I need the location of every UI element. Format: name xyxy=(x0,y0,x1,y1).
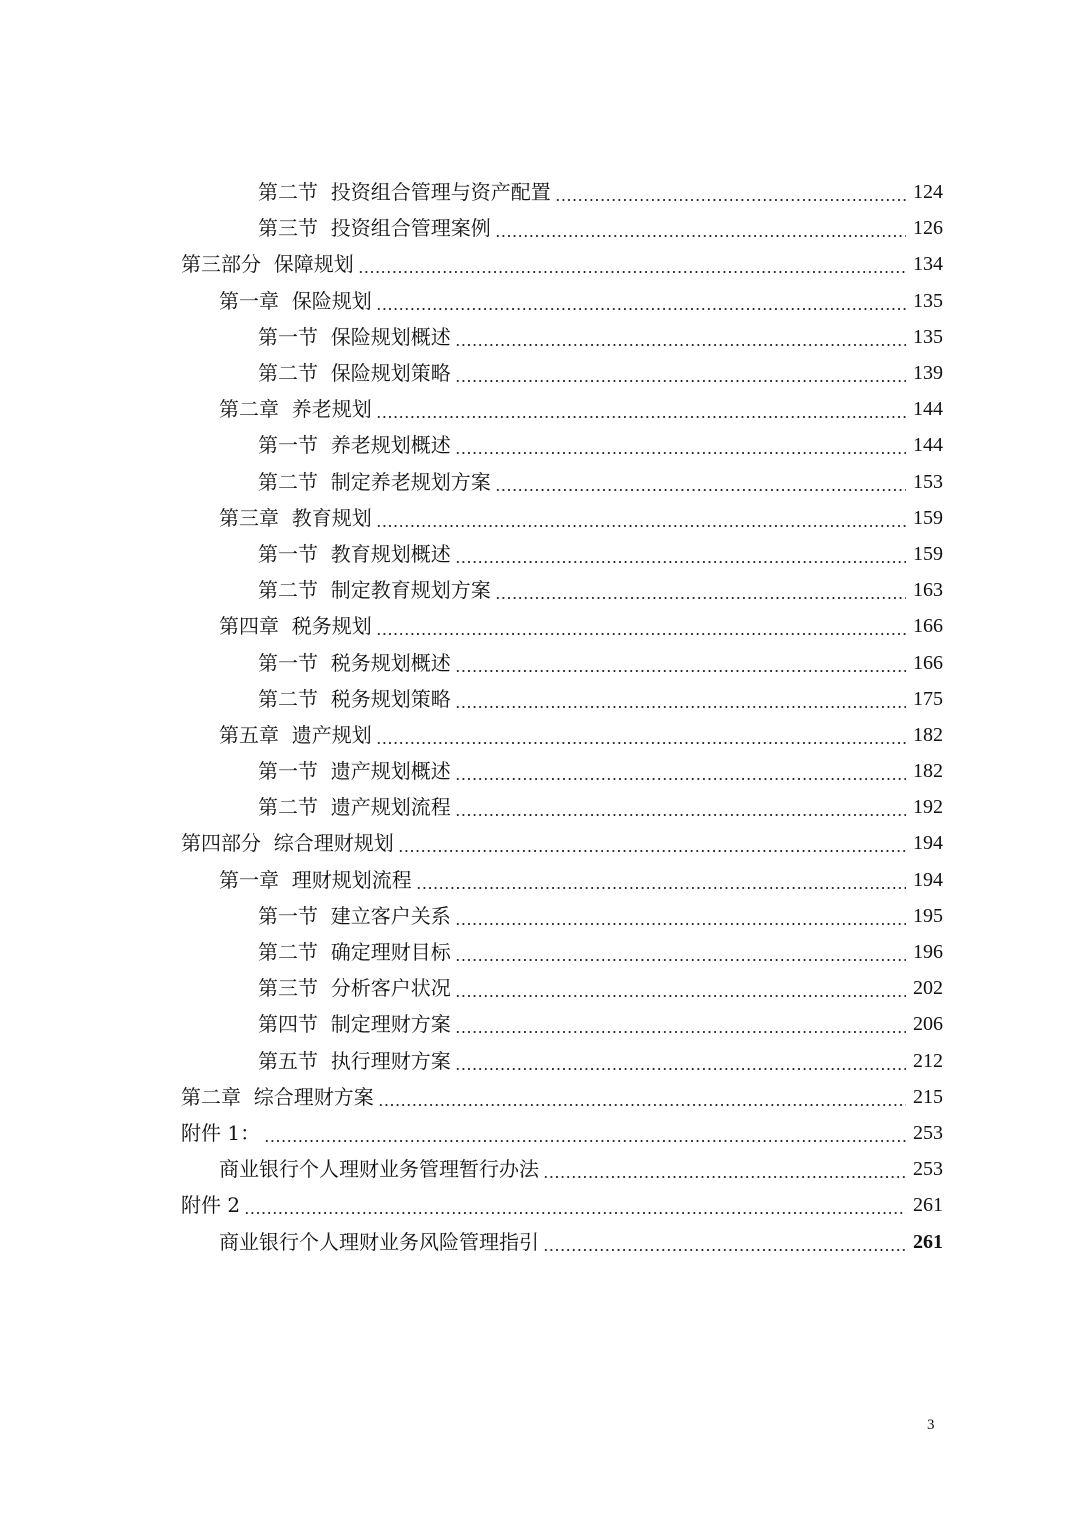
toc-entry[interactable] xyxy=(0,427,1080,463)
dot-leader xyxy=(455,759,906,783)
dot-leader xyxy=(264,1121,906,1145)
toc-entry-title: 第一节 建立客户关系 xyxy=(258,903,451,928)
toc-entry-page-number: 194 xyxy=(913,868,943,891)
dot-leader xyxy=(495,470,906,494)
dot-leader xyxy=(244,1193,906,1217)
toc-entry-title: 商业银行个人理财业务风险管理指引 xyxy=(219,1229,539,1254)
toc-entry[interactable] xyxy=(0,644,1080,680)
toc-entry[interactable] xyxy=(0,572,1080,608)
dot-leader xyxy=(455,940,906,964)
toc-entry-title: 第三章 教育规划 xyxy=(219,505,372,530)
toc-entry[interactable] xyxy=(0,825,1080,861)
dot-leader xyxy=(416,868,906,892)
toc-entry-page-number: 182 xyxy=(913,760,943,783)
toc-entry-title: 第一节 保险规划概述 xyxy=(258,324,451,349)
toc-entry-title: 商业银行个人理财业务管理暂行办法 xyxy=(219,1157,539,1182)
toc-entry-title: 第四节 制定理财方案 xyxy=(258,1012,451,1037)
toc-entry-page-number: 144 xyxy=(913,398,943,421)
toc-entry-title: 附件 2 xyxy=(181,1193,241,1218)
toc-entry-title: 第二节 遗产规划流程 xyxy=(258,795,451,820)
dot-leader xyxy=(376,506,906,530)
toc-entry[interactable] xyxy=(0,246,1080,282)
toc-entry[interactable] xyxy=(0,319,1080,355)
dot-leader xyxy=(376,397,906,421)
dot-leader xyxy=(358,252,906,276)
table-of-contents xyxy=(0,174,1080,1260)
toc-entry-page-number: 215 xyxy=(913,1085,943,1108)
dot-leader xyxy=(455,976,906,1000)
toc-entry-title: 第二节 保险规划策略 xyxy=(258,361,451,386)
toc-entry-title: 第四章 税务规划 xyxy=(219,614,372,639)
toc-entry-page-number: 182 xyxy=(913,723,943,746)
toc-entry-title: 第一节 遗产规划概述 xyxy=(258,759,451,784)
dot-leader xyxy=(455,542,906,566)
toc-entry-title: 第四部分 综合理财规划 xyxy=(181,831,394,856)
toc-entry[interactable] xyxy=(0,934,1080,970)
toc-entry-title: 第一节 养老规划概述 xyxy=(258,433,451,458)
toc-entry[interactable] xyxy=(0,789,1080,825)
toc-entry-page-number: 159 xyxy=(913,506,943,529)
toc-entry-page-number: 195 xyxy=(913,904,943,927)
toc-entry[interactable] xyxy=(0,500,1080,536)
dot-leader xyxy=(376,723,906,747)
toc-entry[interactable] xyxy=(0,1115,1080,1151)
toc-entry-title: 第五节 执行理财方案 xyxy=(258,1048,451,1073)
toc-entry-title: 第一章 理财规划流程 xyxy=(219,867,412,892)
toc-entry[interactable] xyxy=(0,753,1080,789)
toc-entry-page-number: 159 xyxy=(913,542,943,565)
toc-entry-page-number: 134 xyxy=(913,253,943,276)
toc-entry-title: 附件 1： xyxy=(181,1120,261,1145)
toc-entry-title: 第五章 遗产规划 xyxy=(219,722,372,747)
toc-entry[interactable] xyxy=(0,174,1080,210)
toc-entry-title: 第二节 确定理财目标 xyxy=(258,940,451,965)
toc-entry[interactable] xyxy=(0,1079,1080,1115)
toc-entry-page-number: 175 xyxy=(913,687,943,710)
dot-leader xyxy=(455,361,906,385)
toc-entry-page-number: 253 xyxy=(913,1121,943,1144)
toc-entry[interactable] xyxy=(0,391,1080,427)
dot-leader xyxy=(455,325,906,349)
toc-entry-title: 第二节 税务规划策略 xyxy=(258,686,451,711)
dot-leader xyxy=(555,180,906,204)
toc-entry-page-number: 124 xyxy=(913,181,943,204)
toc-entry-page-number: 196 xyxy=(913,941,943,964)
dot-leader xyxy=(455,433,906,457)
toc-entry-title: 第二节 制定教育规划方案 xyxy=(258,578,491,603)
dot-leader xyxy=(455,1012,906,1036)
toc-entry[interactable] xyxy=(0,536,1080,572)
toc-entry-title: 第一节 税务规划概述 xyxy=(258,650,451,675)
toc-entry[interactable] xyxy=(0,717,1080,753)
toc-entry-title: 第一节 教育规划概述 xyxy=(258,541,451,566)
toc-entry-page-number: 135 xyxy=(913,325,943,348)
toc-entry-page-number: 194 xyxy=(913,832,943,855)
toc-entry-page-number: 166 xyxy=(913,651,943,674)
page-number: 3 xyxy=(927,1417,935,1433)
dot-leader xyxy=(495,578,906,602)
toc-entry[interactable] xyxy=(0,1043,1080,1079)
dot-leader xyxy=(398,831,906,855)
toc-entry-page-number: 206 xyxy=(913,1013,943,1036)
toc-entry[interactable] xyxy=(0,1223,1080,1259)
toc-entry-page-number: 144 xyxy=(913,434,943,457)
toc-entry[interactable] xyxy=(0,210,1080,246)
toc-entry-title: 第二章 养老规划 xyxy=(219,397,372,422)
toc-entry-page-number: 166 xyxy=(913,615,943,638)
toc-entry-title: 第三节 投资组合管理案例 xyxy=(258,216,491,241)
toc-entry-title: 第二章 综合理财方案 xyxy=(181,1084,374,1109)
toc-entry[interactable] xyxy=(0,464,1080,500)
toc-entry[interactable] xyxy=(0,283,1080,319)
toc-entry-page-number: 139 xyxy=(913,362,943,385)
dot-leader xyxy=(455,687,906,711)
dot-leader xyxy=(495,216,906,240)
toc-entry-title: 第三部分 保障规划 xyxy=(181,252,354,277)
toc-entry-title: 第二节 投资组合管理与资产配置 xyxy=(258,180,551,205)
toc-entry[interactable] xyxy=(0,681,1080,717)
dot-leader xyxy=(543,1230,906,1254)
toc-entry-page-number: 253 xyxy=(913,1158,943,1181)
toc-entry-page-number: 135 xyxy=(913,289,943,312)
dot-leader xyxy=(378,1085,906,1109)
toc-entry[interactable] xyxy=(0,608,1080,644)
dot-leader xyxy=(455,904,906,928)
toc-entry-page-number: 202 xyxy=(913,977,943,1000)
dot-leader xyxy=(543,1157,906,1181)
toc-entry[interactable] xyxy=(0,1006,1080,1042)
toc-entry-page-number: 192 xyxy=(913,796,943,819)
toc-entry-page-number: 261 xyxy=(913,1194,943,1217)
dot-leader xyxy=(376,289,906,313)
toc-entry-page-number: 212 xyxy=(913,1049,943,1072)
dot-leader xyxy=(455,1049,906,1073)
toc-entry[interactable] xyxy=(0,1151,1080,1187)
toc-entry[interactable] xyxy=(0,970,1080,1006)
toc-entry-title: 第二节 制定养老规划方案 xyxy=(258,469,491,494)
toc-entry[interactable] xyxy=(0,898,1080,934)
toc-entry-page-number: 126 xyxy=(913,217,943,240)
toc-entry-title: 第三节 分析客户状况 xyxy=(258,976,451,1001)
toc-entry[interactable] xyxy=(0,1187,1080,1223)
dot-leader xyxy=(455,795,906,819)
dot-leader xyxy=(455,651,906,675)
toc-entry-page-number: 163 xyxy=(913,579,943,602)
toc-entry-page-number: 153 xyxy=(913,470,943,493)
toc-entry-page-number: 261 xyxy=(913,1230,943,1253)
dot-leader xyxy=(376,614,906,638)
toc-entry[interactable] xyxy=(0,862,1080,898)
toc-entry-title: 第一章 保险规划 xyxy=(219,288,372,313)
toc-entry[interactable] xyxy=(0,355,1080,391)
